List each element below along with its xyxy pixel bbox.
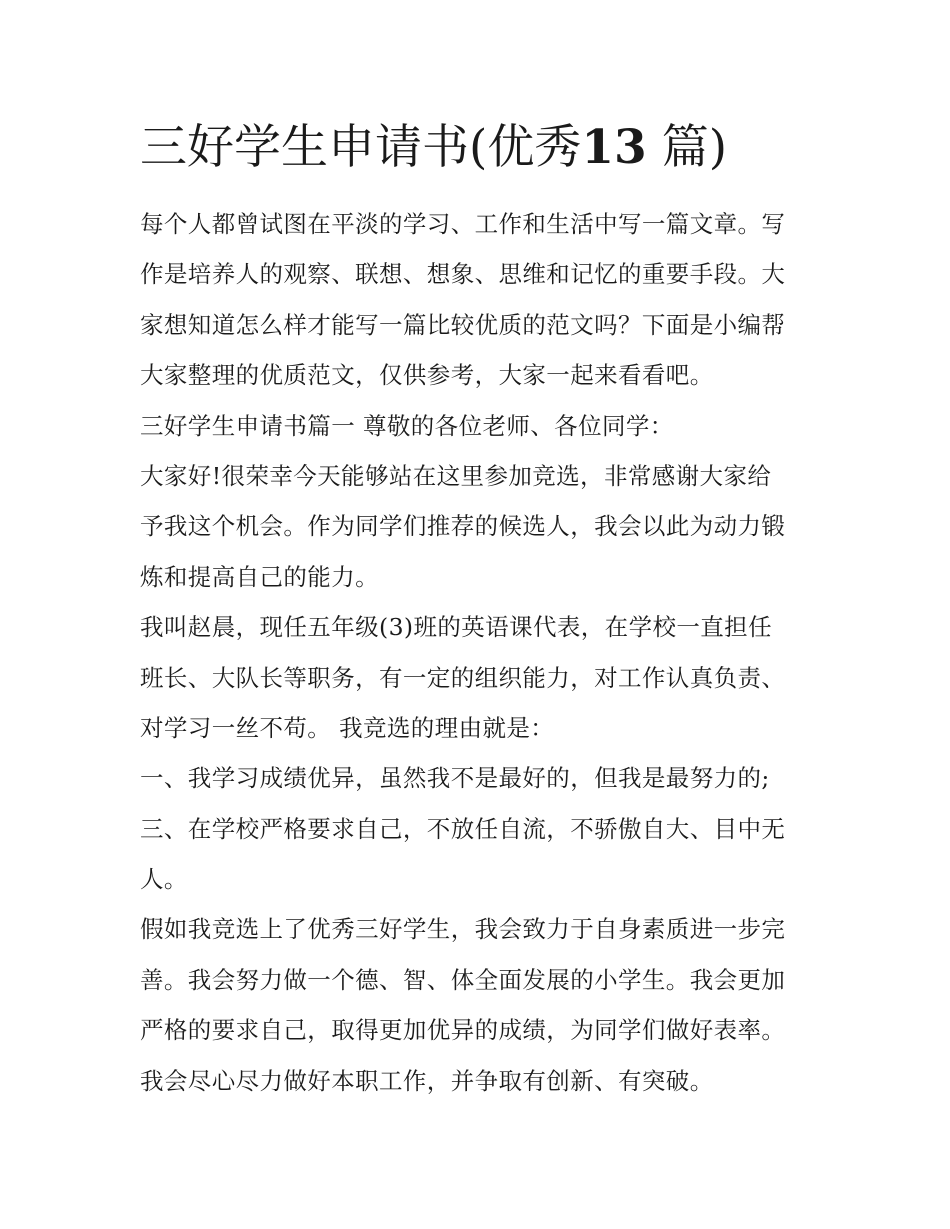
title-space — [647, 120, 662, 175]
body-line: 善。我会努力做一个德、智、体全面发展的小学生。我会更加 — [140, 965, 786, 994]
document-body — [140, 199, 820, 1106]
title-suffix: 篇) — [661, 120, 728, 175]
body-line: 大家好!很荣幸今天能够站在这里参加竞选，非常感谢大家给 — [140, 461, 772, 490]
body-line: 班长、大队长等职务，有一定的组织能力，对工作认真负责、 — [140, 663, 786, 692]
title-number: 13 — [581, 120, 647, 175]
body-line: 三好学生申请书篇一 尊敬的各位老师、各位同学： — [140, 411, 674, 440]
page-title — [140, 118, 840, 178]
body-line: 家想知道怎么样才能写一篇比较优质的范文吗？下面是小编帮 — [140, 310, 786, 339]
body-line: 每个人都曾试图在平淡的学习、工作和生活中写一篇文章。写 — [140, 210, 786, 238]
body-line: 一、我学习成绩优异，虽然我不是最好的，但我是最努力的; — [140, 764, 770, 793]
title-prefix: 三好学生申请书(优秀 — [140, 120, 582, 175]
body-line: 作是培养人的观察、联想、想象、思维和记忆的重要手段。大 — [140, 260, 786, 289]
body-line: 予我这个机会。作为同学们推荐的候选人，我会以此为动力锻 — [140, 512, 786, 541]
body-line: 我会尽心尽力做好本职工作，并争取有创新、有突破。 — [140, 1066, 714, 1095]
body-line: 假如我竞选上了优秀三好学生，我会致力于自身素质进一步完 — [140, 915, 786, 944]
body-line: 我叫赵晨，现任五年级(3)班的英语课代表，在学校一直担任 — [140, 613, 772, 642]
body-line: 炼和提高自己的能力。 — [140, 562, 379, 591]
body-line: 三、在学校严格要求自己，不放任自流，不骄傲自大、目中无 — [140, 814, 786, 843]
body-line: 大家整理的优质范文，仅供参考，大家一起来看看吧。 — [140, 361, 714, 390]
body-line: 对学习一丝不苟。 我竞选的理由就是： — [140, 713, 555, 742]
body-line: 人。 — [140, 865, 188, 894]
body-line: 严格的要求自己，取得更加优异的成绩，为同学们做好表率。 — [140, 1016, 786, 1045]
